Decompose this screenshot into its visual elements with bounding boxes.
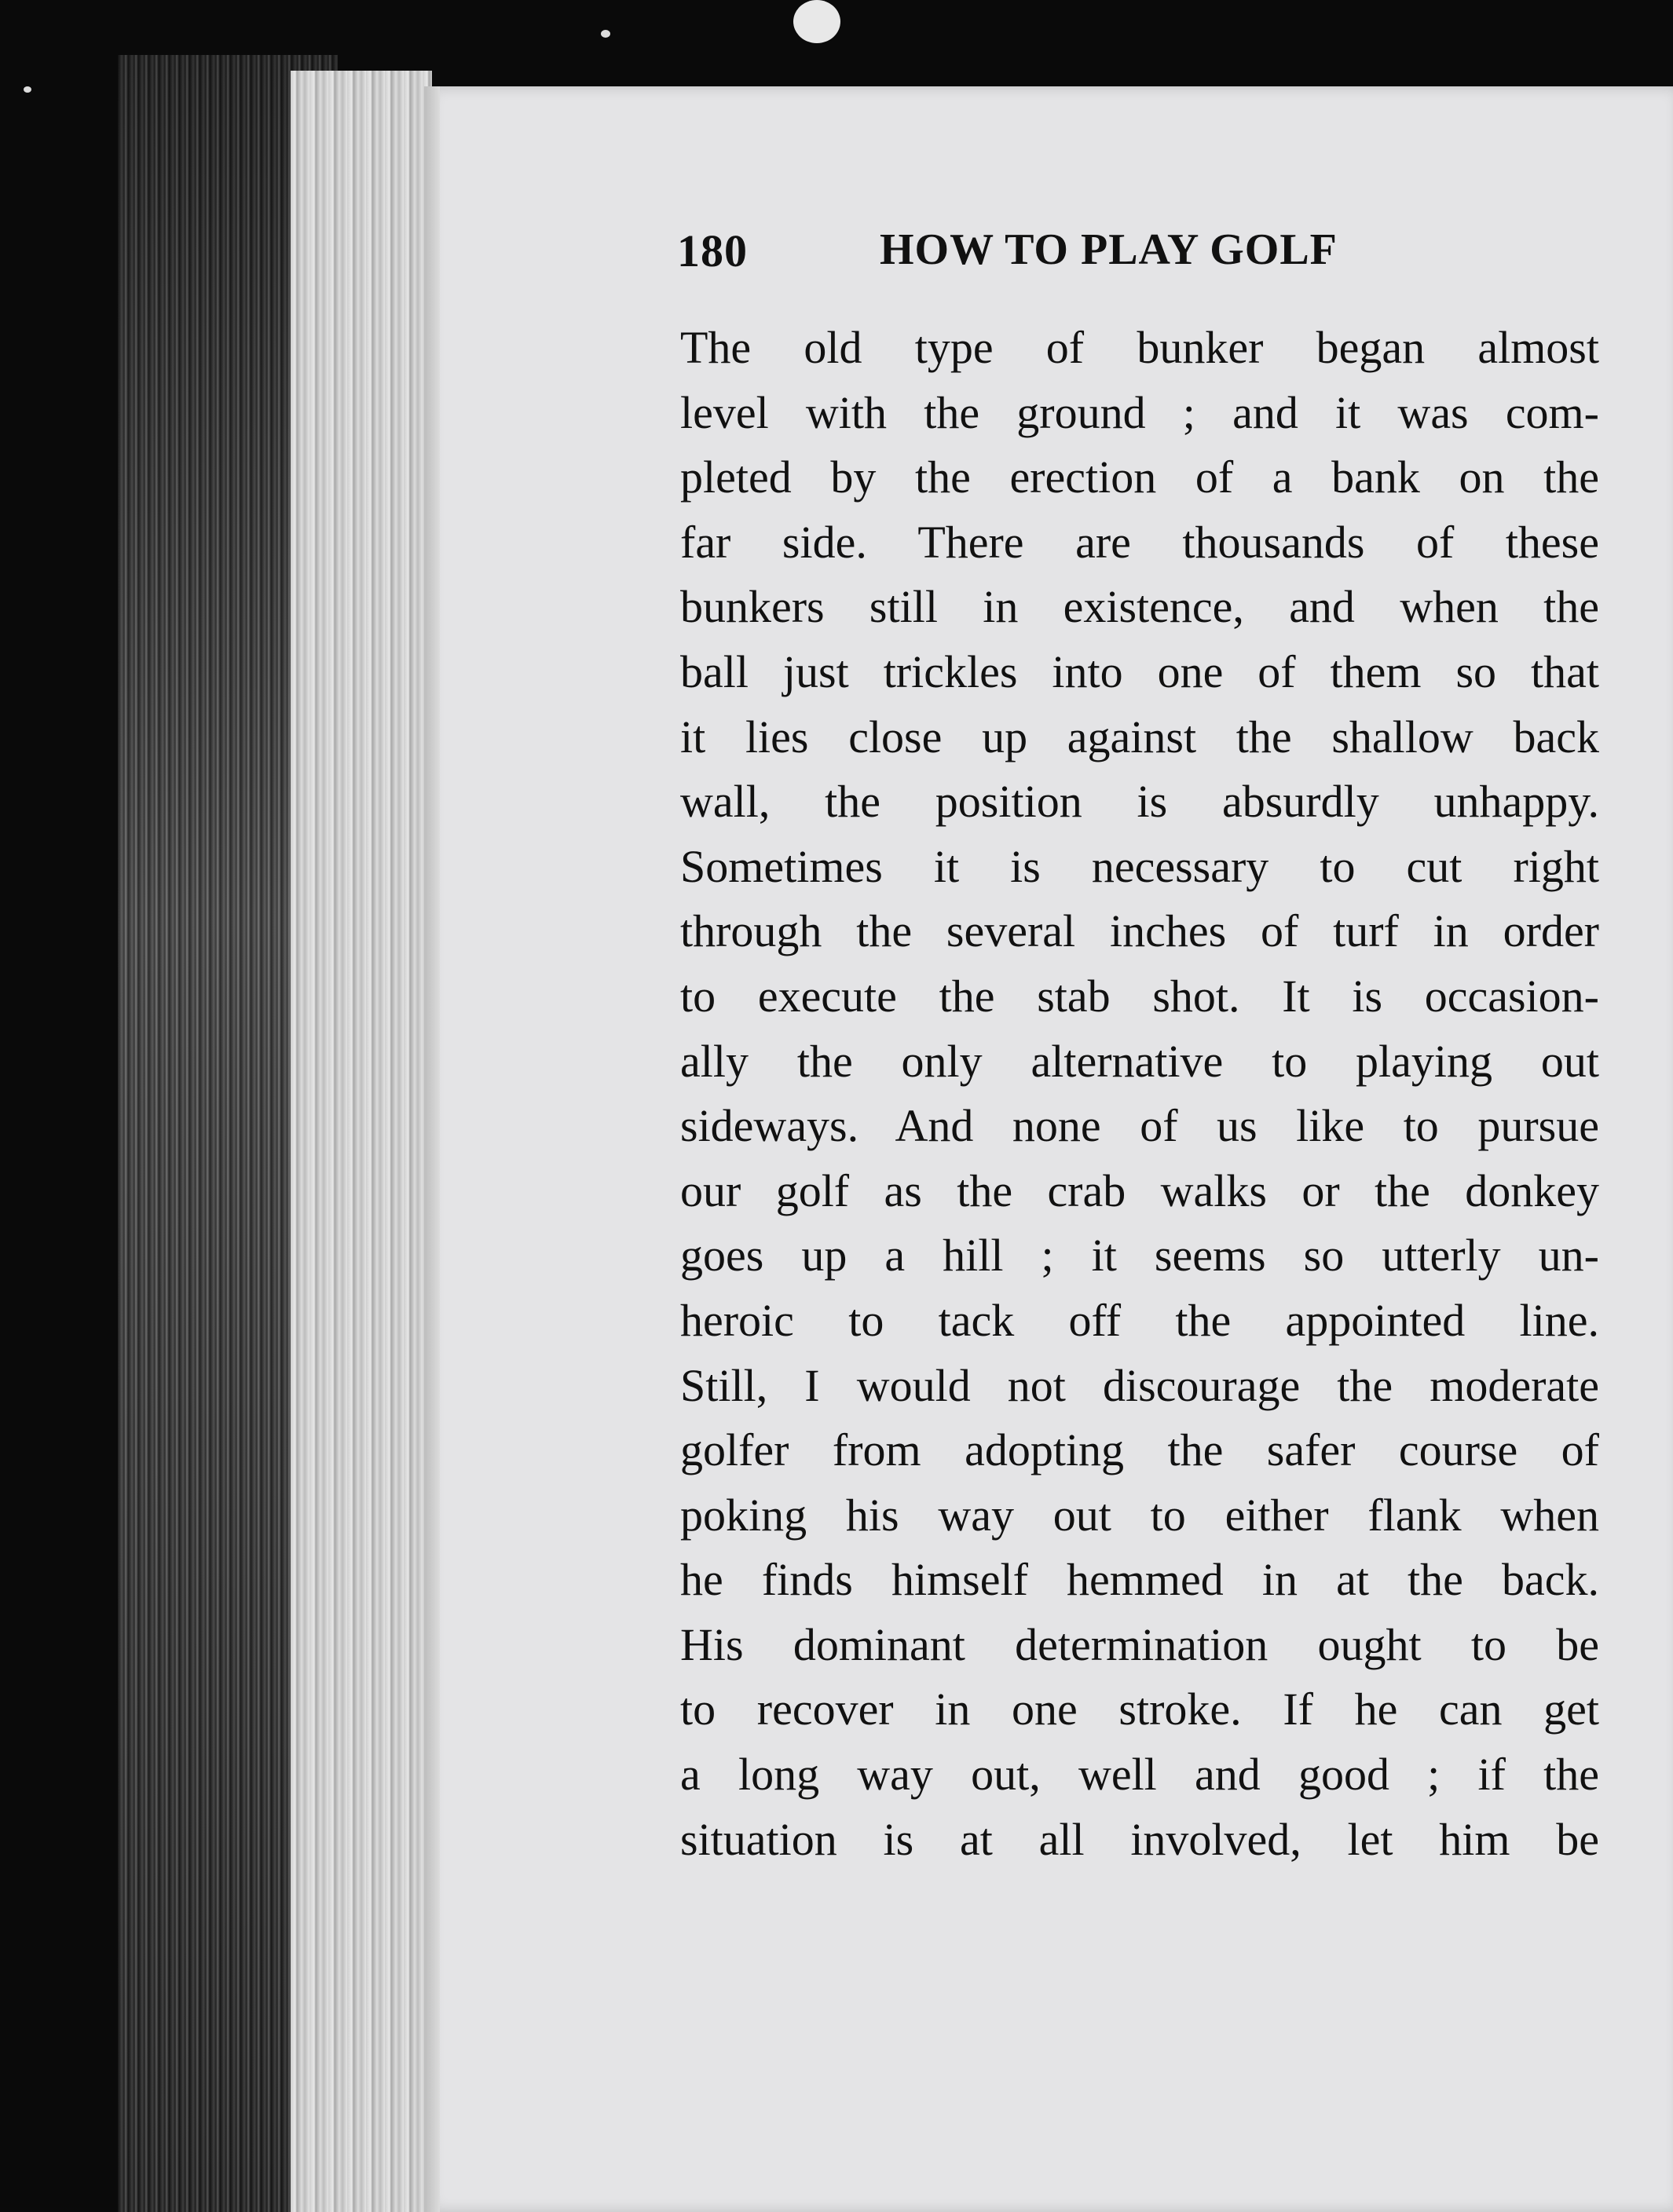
text-line: he finds himself hemmed in at the back. [680, 1554, 1599, 1606]
body-text [680, 316, 1599, 1872]
text-line: heroic to tack off the appointed line. [680, 1294, 1599, 1346]
text-line: to execute the stab shot. It is occasion- [680, 970, 1599, 1022]
scan-speck [24, 86, 31, 93]
page-number: 180 [677, 225, 748, 276]
text-line: golfer from adopting the safer course of [680, 1424, 1599, 1476]
text-line: to recover in one stroke. If he can get [680, 1684, 1599, 1735]
text-line: level with the ground ; and it was com- [680, 386, 1599, 438]
text-line: pleted by the erection of a bank on the [680, 452, 1599, 503]
text-line: ally the only alternative to playing out [680, 1035, 1599, 1087]
text-line: situation is at all involved, let him be [680, 1813, 1599, 1865]
text-line: wall, the position is absurdly unhappy. [680, 776, 1599, 828]
text-line: The old type of bunker began almost [680, 322, 1599, 373]
text-line: poking his way out to either flank when [680, 1489, 1599, 1541]
page-header [677, 225, 1604, 295]
text-line: sideways. And none of us like to pursue [680, 1100, 1599, 1152]
page-gutter [424, 86, 440, 2212]
text-line: a long way out, well and good ; if the [680, 1749, 1599, 1801]
running-title: HOW TO PLAY GOLF [880, 225, 1338, 274]
scan-speck [601, 30, 610, 38]
text-line: Still, I would not discourage the moderate [680, 1359, 1599, 1411]
page-edges [291, 71, 432, 2212]
text-line: through the several inches of turf in order [680, 905, 1599, 957]
text-line: it lies close up against the shallow back [680, 711, 1599, 762]
text-line: bunkers still in existence, and when the [680, 581, 1599, 633]
text-line: Sometimes it is necessary to cut right [680, 840, 1599, 892]
text-line: our golf as the crab walks or the donkey [680, 1164, 1599, 1216]
text-line: far side. There are thousands of these [680, 516, 1599, 568]
text-line: His dominant determination ought to be [680, 1618, 1599, 1670]
scan-speck [793, 0, 840, 43]
text-line: goes up a hill ; it seems so utterly un- [680, 1230, 1599, 1281]
text-line: ball just trickles into one of them so that [680, 645, 1599, 697]
